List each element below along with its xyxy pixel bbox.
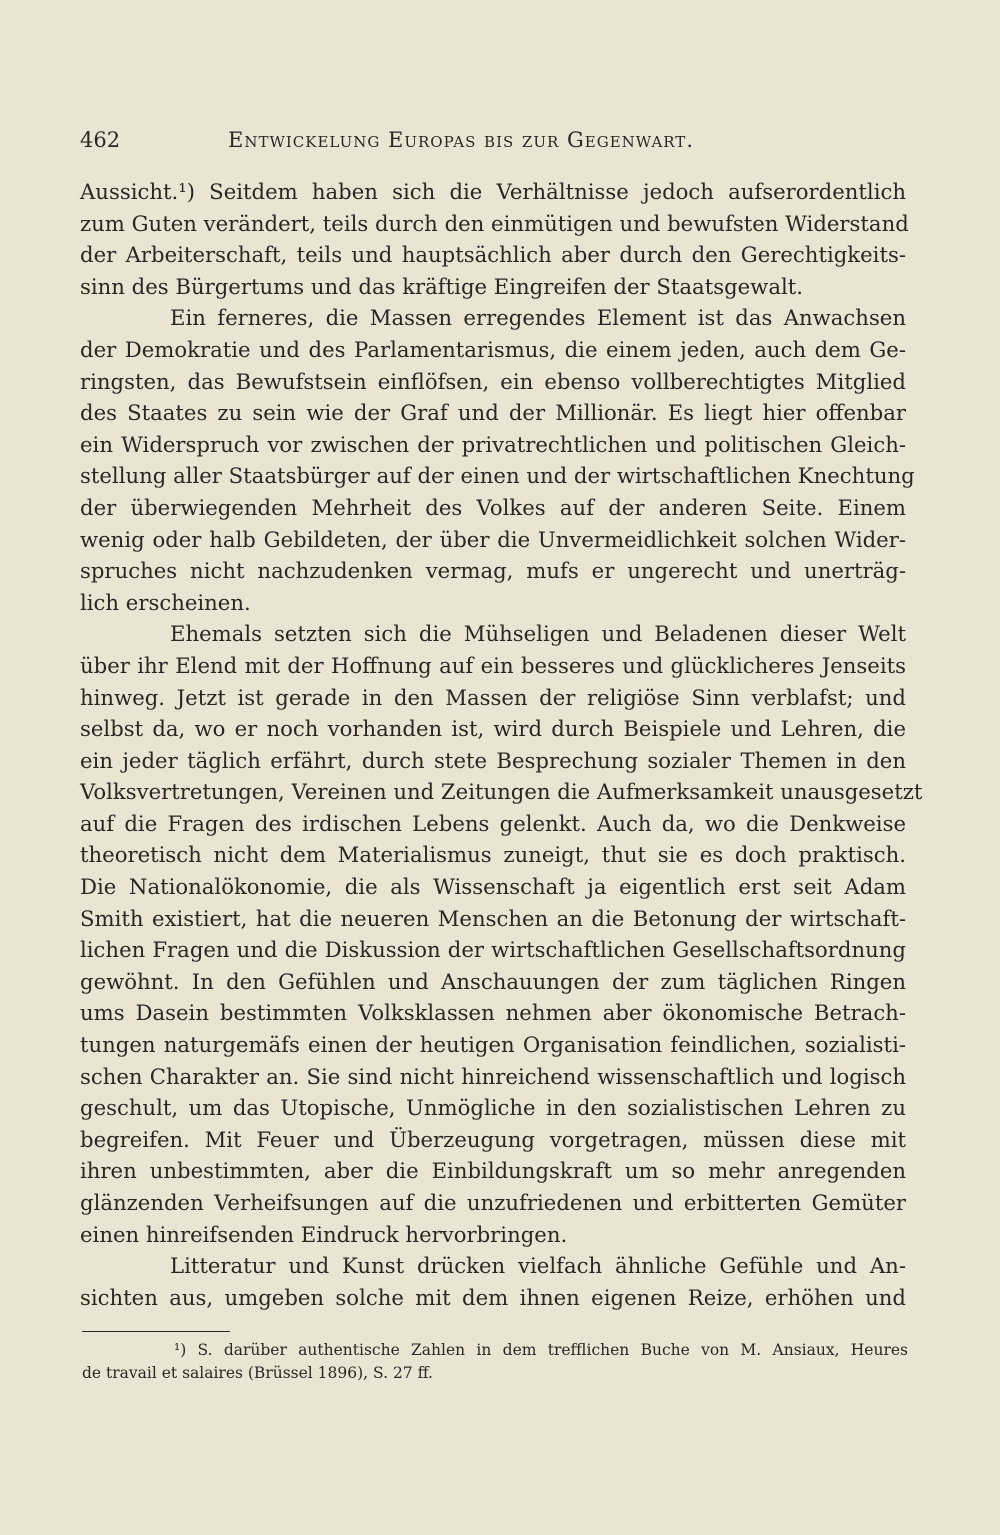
text-line: wenig oder halb Gebildeten, der über die Unvermeidlichkeit solchen Wider- [80, 526, 906, 552]
running-head [80, 128, 908, 158]
text-line: über ihr Elend mit der Hoffnung auf ein besseres und glücklicheres Jenseits [80, 652, 906, 678]
text-line: Aussicht.¹) Seitdem haben sich die Verhältnisse jedoch aufserordentlich [80, 179, 906, 204]
text-line: lich erscheinen. [80, 589, 251, 615]
text-line: Litteratur und Kunst drücken vielfach ähnliche Gefühle und An- [170, 1253, 906, 1279]
text-line: ringsten, das Bewufstsein einflöfsen, ein ebenso vollberechtigtes Mitglied [80, 368, 906, 394]
text-line: theoretisch nicht dem Materialismus zuneigt, thut sie es doch praktisch. [80, 842, 906, 868]
footnote-divider [82, 1331, 230, 1332]
text-line: Volksvertretungen, Vereinen und Zeitungen die Aufmerksamkeit unausgesetzt [80, 779, 923, 805]
text-line: lichen Fragen und die Diskussion der wirtschaftlichen Gesellschaftsordnung [80, 937, 906, 963]
page-number: 462 [80, 128, 121, 152]
text-line: des Staates zu sein wie der Graf und der Millionär. Es liegt hier offenbar [80, 400, 906, 426]
text-line: Ein ferneres, die Massen erregendes Element ist das Anwachsen [170, 305, 906, 331]
text-line: tungen naturgemäfs einen der heutigen Organisation feindlichen, sozialisti- [80, 1032, 906, 1058]
footnote-line: ¹) S. darüber authentische Zahlen in dem trefflichen Buche von M. Ansiaux, Heures [174, 1341, 908, 1359]
text-line: der überwiegenden Mehrheit des Volkes auf der anderen Seite. Einem [80, 494, 906, 520]
text-line: sinn des Bürgertums und das kräftige Eingreifen der Staatsgewalt. [80, 273, 803, 299]
text-line: auf die Fragen des irdischen Lebens gelenkt. Auch da, wo die Denkweise [80, 810, 906, 836]
text-line: der Arbeiterschaft, teils und hauptsächlich aber durch den Gerechtigkeits- [80, 242, 906, 268]
text-line: zum Guten verändert, teils durch den einmütigen und bewufsten Widerstand [80, 210, 909, 236]
text-line: Ehemals setzten sich die Mühseligen und Beladenen dieser Welt [170, 621, 906, 647]
footnotes [82, 1339, 908, 1385]
text-line: sichten aus, umgeben solche mit dem ihnen eigenen Reize, erhöhen und [80, 1284, 906, 1310]
text-line: ihren unbestimmten, aber die Einbildungskraft um so mehr anregenden [80, 1158, 906, 1184]
text-line: gewöhnt. In den Gefühlen und Anschauungen der zum täglichen Ringen [80, 968, 906, 994]
text-line: geschult, um das Utopische, Unmögliche in den sozialistischen Lehren zu [80, 1095, 906, 1121]
body-text [80, 176, 923, 1313]
text-line: selbst da, wo er noch vorhanden ist, wird durch Beispiele und Lehren, die [80, 716, 906, 742]
text-line: ums Dasein bestimmten Volksklassen nehmen aber ökonomische Betrach- [80, 1000, 906, 1026]
text-line: begreifen. Mit Feuer und Überzeugung vorgetragen, müssen diese mit [80, 1126, 906, 1152]
text-line: ein jeder täglich erfährt, durch stete Besprechung sozialer Themen in den [80, 747, 906, 773]
text-line: spruches nicht nachzudenken vermag, mufs er ungerecht und unerträg- [80, 558, 906, 584]
text-line: stellung aller Staatsbürger auf der einen und der wirtschaftlichen Knechtung [80, 463, 915, 489]
text-line: einen hinreifsenden Eindruck hervorbringen. [80, 1221, 568, 1247]
text-line: ein Widerspruch vor zwischen der privatrechtlichen und politischen Gleich- [80, 431, 906, 457]
text-line: Smith existiert, hat die neueren Menschen an die Betonung der wirtschaft- [80, 905, 906, 931]
text-line: der Demokratie und des Parlamentarismus, die einem jeden, auch dem Ge- [80, 336, 906, 362]
footnote-line: de travail et salaires (Brüssel 1896), S. 27 ff. [82, 1364, 433, 1382]
text-line: hinweg. Jetzt ist gerade in den Massen der religiöse Sinn verblafst; und [80, 684, 906, 710]
text-line: glänzenden Verheifsungen auf die unzufriedenen und erbitterten Gemüter [80, 1190, 906, 1215]
text-line: schen Charakter an. Sie sind nicht hinreichend wissenschaftlich und logisch [80, 1063, 906, 1089]
running-title: Entwickelung Europas bis zur Gegenwart. [228, 128, 694, 152]
text-line: Die Nationalökonomie, die als Wissenschaft ja eigentlich erst seit Adam [80, 874, 906, 900]
